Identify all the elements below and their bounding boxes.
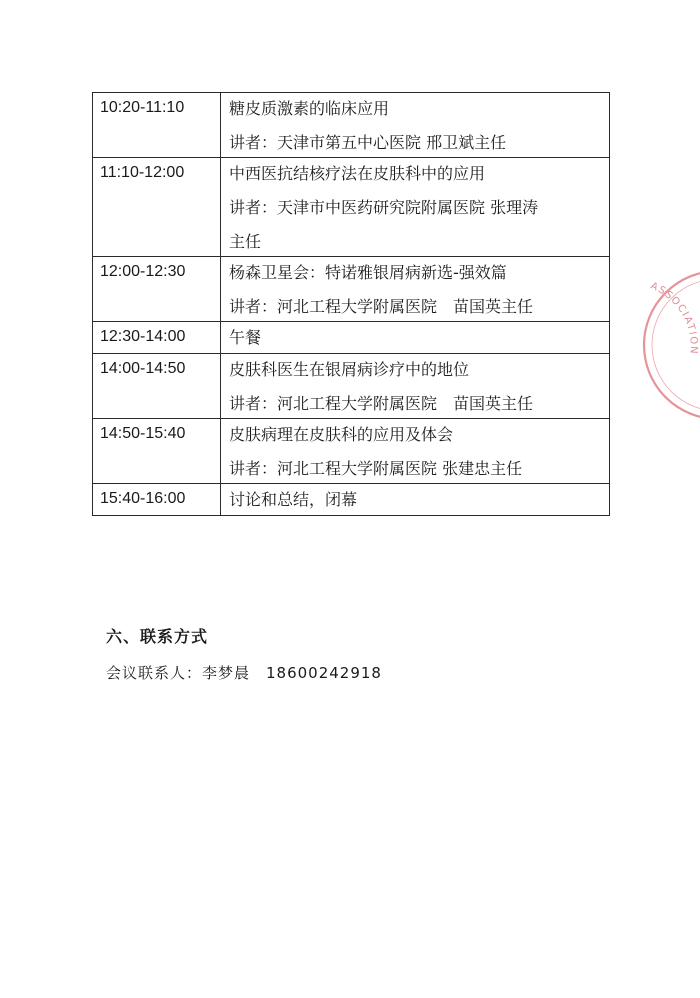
table-row [93,93,610,158]
time-cell: 14:00-14:50 [93,354,221,419]
content-cell [221,419,610,484]
session-topic: 中西医抗结核疗法在皮肤科中的应用 [229,164,486,183]
session-topic: 皮肤科医生在银屑病诊疗中的地位 [229,360,470,379]
svg-text:ASSOCIATION [649,281,699,356]
session-topic: 讨论和总结，闭幕 [229,490,358,509]
table-row [93,322,610,354]
session-topic: 午餐 [229,328,262,347]
session-topic: 糖皮质激素的临床应用 [229,99,390,118]
session-speaker: 讲者：天津市第五中心医院 邢卫斌主任 [229,133,507,152]
session-topic: 皮肤病理在皮肤科的应用及体会 [229,425,454,444]
time-cell: 14:50-15:40 [93,419,221,484]
content-cell [221,257,610,322]
time-cell: 10:20-11:10 [93,93,221,158]
time-cell: 12:00-12:30 [93,257,221,322]
session-speaker: 讲者：天津市中医药研究院附属医院 张理涛 [229,198,539,217]
session-speaker: 讲者：河北工程大学附属医院 张建忠主任 [229,459,523,478]
table-row [93,257,610,322]
time-cell: 11:10-12:00 [93,158,221,257]
seal-text: ASSOCIATION [648,280,699,356]
session-speaker: 讲者：河北工程大学附属医院 苗国英主任 [229,394,534,413]
table-row [93,484,610,516]
session-speaker-continued: 主任 [229,232,262,251]
table-row [93,158,610,257]
table-row [93,354,610,419]
seal-stamp [640,270,700,420]
content-cell [221,354,610,419]
content-cell [221,93,610,158]
section-heading: 六、联系方式 [106,627,209,646]
contact-info: 会议联系人：李梦晨 18600242918 [106,664,382,682]
time-cell: 12:30-14:00 [93,322,221,354]
content-cell [221,158,610,257]
session-speaker: 讲者：河北工程大学附属医院 苗国英主任 [229,297,534,316]
schedule-table [92,92,610,516]
time-cell: 15:40-16:00 [93,484,221,516]
content-cell [221,322,610,354]
table-row [93,419,610,484]
session-topic: 杨森卫星会：特诺雅银屑病新选-强效篇 [229,263,507,282]
content-cell [221,484,610,516]
